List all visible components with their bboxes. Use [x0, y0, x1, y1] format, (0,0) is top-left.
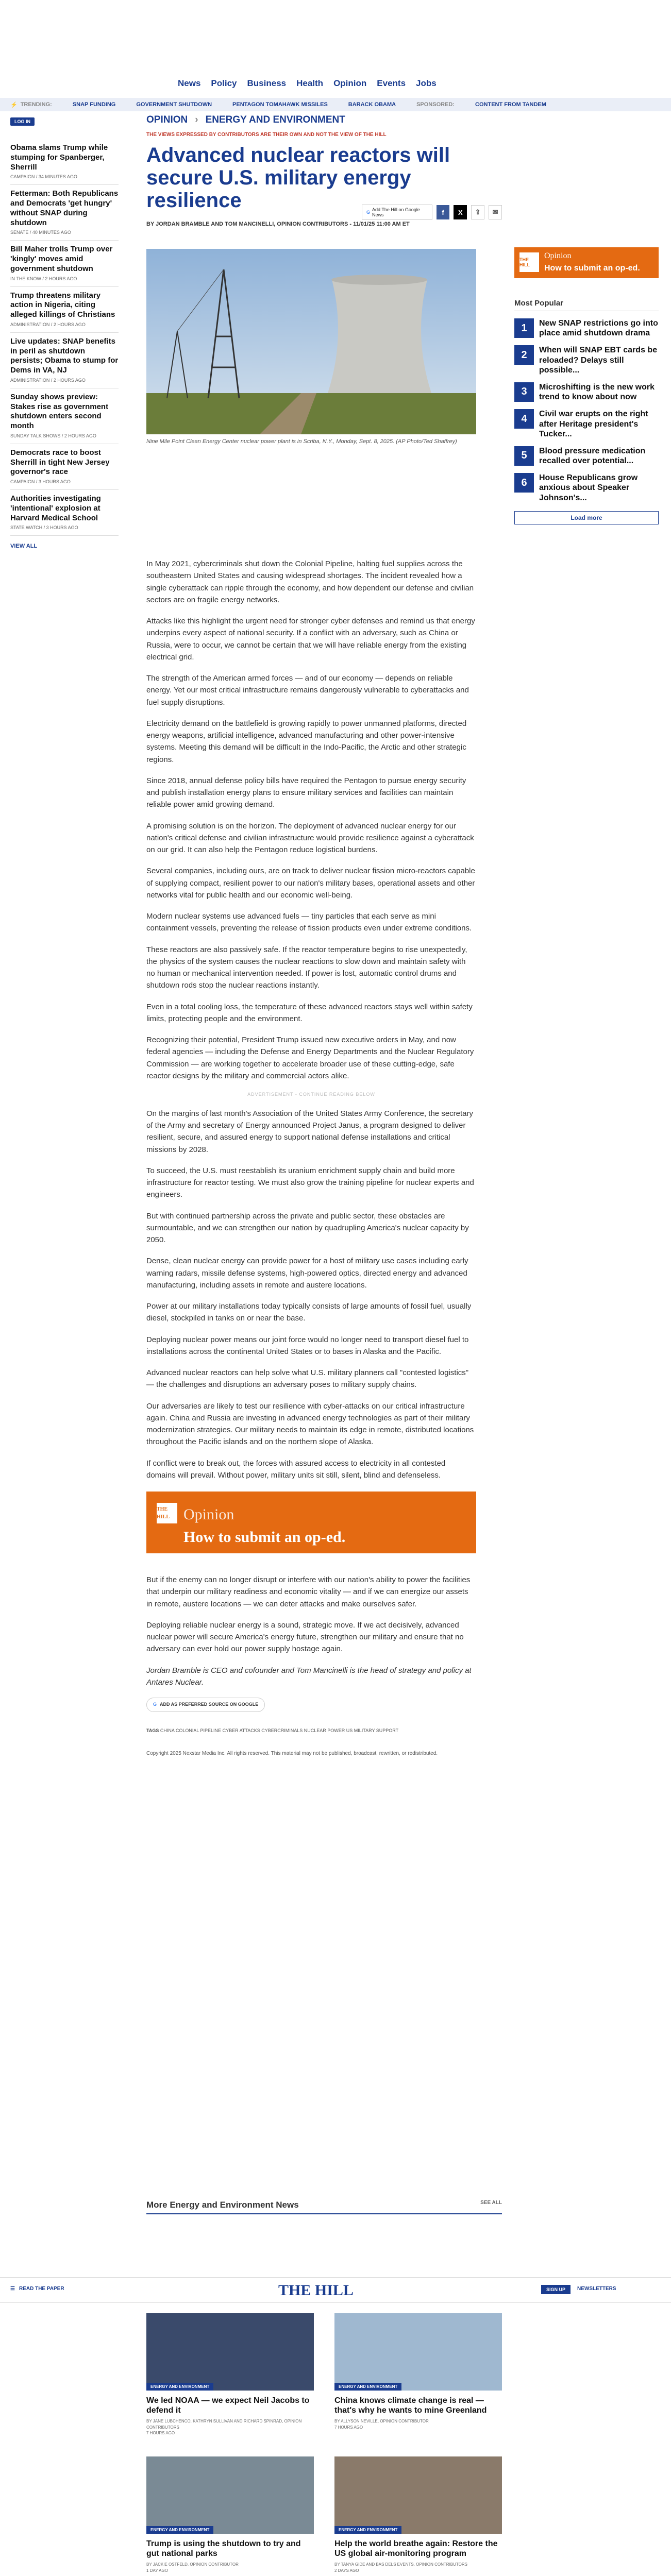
read-paper-link[interactable]: READ THE PAPER — [19, 2286, 64, 2292]
list-item[interactable]: 5 Blood pressure medication recalled over potential... — [514, 446, 659, 466]
trending-label: ⚡ TRENDING: — [10, 101, 52, 108]
list-item[interactable]: Bill Maher trolls Trump over 'kingly' moves amid government shutdown IN THE KNOW / 2 HOURS AGO — [10, 241, 119, 286]
paragraph: Deploying reliable nuclear energy is a sound, strategic move. If we act decisively, advanced nuclear power will secure America's energy future, strengthen our military and ensure that no adversary can ever hold our power supply hostage again. — [146, 1620, 464, 1654]
paragraph: Electricity demand on the battlefield is growing rapidly to power unmanned platforms, directed energy weapons, artificial intelligence, advanced manufacturing and other power-intensive systems. Meeting this demand will be difficult in the Indo-Pacific, the Arctic and other strategic regions. — [146, 719, 467, 764]
paragraph: Power at our military installations today typically consists of large amounts of fossil fuel, usually diesel, stockpiled in tanks on or near the base. — [146, 1302, 472, 1323]
preferred-source-button[interactable]: G ADD AS PREFERRED SOURCE ON GOOGLE — [146, 1698, 265, 1712]
oped-brand: Opinion — [183, 1506, 234, 1523]
nuclear-plant-image — [146, 249, 476, 434]
trending-item[interactable]: PENTAGON TOMAHAWK MISSILES — [232, 101, 328, 108]
more-news — [146, 2200, 502, 2214]
card-image: ENERGY AND ENVIRONMENT — [334, 2313, 502, 2391]
paper-bar — [0, 2277, 671, 2303]
image-caption: Nine Mile Point Clean Energy Center nuclear power plant is in Scriba, N.Y., Monday, Sept. 8, 2025. (AP Photo/Ted Shaffrey) — [146, 438, 457, 445]
share-icon[interactable]: ⇪ — [471, 205, 484, 219]
facebook-icon[interactable]: f — [437, 205, 450, 219]
trending-item[interactable]: GOVERNMENT SHUTDOWN — [136, 101, 212, 108]
the-hill-logo: THE HILL — [157, 1503, 177, 1523]
news-card[interactable]: ENERGY AND ENVIRONMENT Help the world breathe again: Restore the US global air-monitoring program BY TANYA GIDE AND BAS DELS EVENTS, OPINION CONTRIBUTORS 2 DAYS AGO — [334, 2456, 502, 2573]
most-popular-title: Most Popular — [514, 299, 659, 311]
list-item[interactable]: Obama slams Trump while stumping for Spanberger, Sherrill CAMPAIGN / 34 MINUTES AGO — [10, 139, 119, 185]
copyright: Copyright 2025 Nexstar Media Inc. All rights reserved. This material may not be published, broadcast, rewritten, or redistributed. — [146, 1751, 438, 1757]
breadcrumb-energy[interactable]: ENERGY AND ENVIRONMENT — [205, 114, 345, 125]
list-item[interactable]: 3 Microshifting is the new work trend to know about now — [514, 382, 659, 402]
sponsored-label: SPONSORED: — [416, 101, 455, 108]
see-all-link[interactable]: SEE ALL — [480, 2200, 502, 2206]
list-item[interactable]: Fetterman: Both Republicans and Democrats 'get hungry' without SNAP during shutdown SENATE / 40 MINUTES AGO — [10, 185, 119, 241]
view-all-link[interactable]: VIEW ALL — [10, 543, 38, 550]
newsletters-link[interactable]: NEWSLETTERS — [577, 2286, 616, 2292]
trending-icon: ⚡ — [10, 101, 18, 108]
paragraph: These reactors are also passively safe. If the reactor temperature begins to rise unexpectedly, the physics of the system causes the nuclear reactions to slow down and maintain safety with no human or mechanical intervention needed. If power is lost, automatic control drums and shutdown rods stop the nuclear reactions instantly. — [146, 945, 467, 990]
nav-policy[interactable]: Policy — [211, 78, 237, 88]
trending-item[interactable]: SNAP FUNDING — [72, 101, 116, 108]
news-cards — [146, 2313, 502, 2573]
nav-events[interactable]: Events — [377, 78, 406, 88]
signup-button[interactable]: SIGN UP — [541, 2285, 571, 2294]
author-bio: Jordan Bramble is CEO and cofounder and Tom Mancinelli is the head of strategy and policy at Antares Nuclear. — [146, 1666, 472, 1687]
tags-label: TAGS — [146, 1728, 159, 1734]
paragraph: Recognizing their potential, President Trump issued new executive orders in May, and now federal agencies — including the Defense and Energy Departments and the Nuclear Regulatory Commission — are working together to accelerate broader use of these cutting-edge, safe reactor designs by the military and commercial actors alike. — [146, 1036, 474, 1080]
google-news-button[interactable]: G Add The Hill on Google News — [362, 205, 432, 220]
paragraph: But with continued partnership across the private and public sector, these obstacles are surmountable, and we can strengthen our nation by quadrupling America's nuclear capacity by 2050. — [146, 1211, 469, 1245]
list-item[interactable]: 4 Civil war erupts on the right after Heritage president's Tucker... — [514, 409, 659, 439]
paragraph: The strength of the American armed forces — and of our economy — depends on reliable energy. Yet our most critical infrastructure remains dangerously vulnerable to cyberattacks and fuel supply disruptions. — [146, 674, 469, 707]
trending-item[interactable]: BARACK OBAMA — [348, 101, 396, 108]
opinion-disclaimer: THE VIEWS EXPRESSED BY CONTRIBUTORS ARE THEIR OWN AND NOT THE VIEW OF THE HILL — [146, 132, 387, 138]
paragraph: Since 2018, annual defense policy bills have required the Pentagon to pursue energy security and publish installation energy plans to ensure military services and facilities can maintain reliable power amid growing demand. — [146, 776, 466, 809]
list-item[interactable]: Trump threatens military action in Nigeria, citing alleged killings of Christians ADMINISTRATION / 2 HOURS AGO — [10, 287, 119, 333]
sidebar-oped-banner[interactable]: THE HILL Opinion How to submit an op-ed. — [514, 247, 659, 278]
card-image: ENERGY AND ENVIRONMENT — [334, 2456, 502, 2534]
ad-label: ADVERTISEMENT - CONTINUE READING BELOW — [247, 1092, 375, 1097]
news-card[interactable]: ENERGY AND ENVIRONMENT Trump is using the shutdown to try and gut national parks BY JACKIE OSTFELD, OPINION CONTRIBUTOR 1 DAY AGO — [146, 2456, 314, 2573]
paragraph: Attacks like this highlight the urgent need for stronger cyber defenses and remind us that energy underpins every aspect of national security. If a conflict with an adversary, such as China or Russia, were to occur, we cannot be certain that we will have reliable energy from the existing electrical grid. — [146, 617, 475, 662]
paragraph: Modern nuclear systems use advanced fuels — tiny particles that each serve as mini containment vessels, preventing the release of fission products even under extreme conditions. — [146, 912, 472, 933]
tags[interactable]: CHINA COLONIAL PIPELINE CYBER ATTACKS CYBERCRIMINALS NUCLEAR POWER US MILITARY SUPPORT — [160, 1728, 399, 1734]
login-button[interactable]: LOG IN — [10, 117, 35, 126]
paragraph: To succeed, the U.S. must reestablish its uranium enrichment supply chain and build more infrastructure for reactor testing. We must also grow the training pipeline for nuclear experts and engineers. — [146, 1166, 474, 1199]
hero-image — [146, 249, 476, 434]
x-icon[interactable]: X — [454, 205, 467, 219]
share-bar — [362, 205, 502, 220]
email-icon[interactable]: ✉ — [489, 205, 502, 219]
newspaper-icon: ☰ — [10, 2286, 15, 2292]
load-more-button[interactable]: Load more — [514, 511, 659, 524]
breadcrumb — [146, 114, 502, 126]
sponsored-item[interactable]: CONTENT FROM TANDEM — [475, 101, 546, 108]
news-card[interactable]: ENERGY AND ENVIRONMENT China knows climate change is real — that's why he wants to mine Greenland BY ALLYSON NEVILLE, OPINION CONTRIBUTOR 7 HOURS AGO — [334, 2313, 502, 2436]
trending-bar — [0, 98, 671, 111]
paragraph: Advanced nuclear reactors can help solve what U.S. military planners call "contested logistics" — the challenges and disruptions an adversary poses to military supply chains. — [146, 1368, 469, 1389]
paragraph: If conflict were to break out, the forces with assured access to electricity in all contested domains will prevail. Without power, military units sit still, silent, blind and defenseless. — [146, 1459, 446, 1480]
breadcrumb-separator: › — [195, 114, 198, 125]
list-item[interactable]: 1 New SNAP restrictions go into place amid shutdown drama — [514, 318, 659, 338]
paragraph: But if the enemy can no longer disrupt or interfere with our nation's ability to power the facilities that underpin our military readiness and economic vitality — and if we can energize our assets in remote, austere locations — we can deter attacks and make ourselves safer. — [146, 1575, 471, 1608]
list-item[interactable]: Democrats race to boost Sherrill in tight New Jersey governor's race CAMPAIGN / 3 HOURS AGO — [10, 444, 119, 490]
article — [146, 114, 502, 1757]
card-image: ENERGY AND ENVIRONMENT — [146, 2313, 314, 2391]
top-nav — [0, 0, 671, 95]
the-hill-logo: THE HILL — [519, 252, 539, 272]
google-icon: G — [366, 210, 371, 215]
oped-title: How to submit an op-ed. — [183, 1529, 346, 1546]
google-icon: G — [153, 1702, 157, 1707]
paragraph: Even in a total cooling loss, the temperature of these advanced reactors stays well within safety limits, protecting people and the environment. — [146, 1002, 473, 1023]
paragraph: On the margins of last month's Association of the United States Army Conference, the secretary of the Army and secretary of Energy announced Project Janus, a program designed to deliver resilient, secure, and assured energy to support national defense installations and critical missions by 2028. — [146, 1109, 474, 1154]
the-hill-logo[interactable]: THE HILL — [278, 2282, 354, 2299]
news-card[interactable]: ENERGY AND ENVIRONMENT We led NOAA — we expect Neil Jacobs to defend it BY JANE LUBCHENCO, KATHRYN SULLIVAN AND RICHARD SPINRAD, OPINION CONTRIBUTORS 7 HOURS AGO — [146, 2313, 314, 2436]
list-item[interactable]: 2 When will SNAP EBT cards be reloaded? Delays still possible... — [514, 345, 659, 375]
paragraph: In May 2021, cybercriminals shut down the Colonial Pipeline, halting fuel supplies across the southeastern United States and causing widespread shortages. The incident revealed how a single cyberattack can ripple through the economy, and how dependent our defense and civilian sectors are on fragile energy networks. — [146, 560, 474, 604]
paragraph: Dense, clean nuclear energy can provide power for a host of military use cases including early warning radars, missile defense systems, high-powered optics, directed energy and advanced manufacturing, including assets in remote and austere locations. — [146, 1257, 468, 1290]
paragraph: Our adversaries are likely to test our resilience with cyber-attacks on our critical infrastructure again. China and Russia are investing in advanced energy technologies as part of their military modernization strategies. Our military needs to maintain its edge in remote, distributed locations throughout the Pacific islands and on the northern slope of Alaska. — [146, 1401, 474, 1447]
main-nav — [178, 78, 437, 89]
nav-health[interactable]: Health — [296, 78, 324, 88]
more-news-title: More Energy and Environment News — [146, 2200, 299, 2210]
sidebar — [514, 247, 659, 524]
list-item[interactable]: Authorities investigating 'intentional' explosion at Harvard Medical School STATE WATCH / 3 HOURS AGO — [10, 490, 119, 536]
paragraph: Deploying nuclear power means our joint force would no longer need to transport diesel fuel to installations across the continental United States or to bases in Alaska and the Pacific. — [146, 1335, 469, 1356]
breadcrumb-opinion[interactable]: OPINION — [146, 114, 188, 125]
most-popular — [514, 299, 659, 524]
latest-news-list — [10, 139, 119, 549]
list-item[interactable]: Sunday shows preview: Stakes rise as government shutdown enters second month SUNDAY TALK SHOWS / 2 HOURS AGO — [10, 388, 119, 444]
list-item[interactable]: Live updates: SNAP benefits in peril as shutdown persists; Obama to stump for Dems in VA, NJ ADMINISTRATION / 2 HOURS AGO — [10, 333, 119, 388]
page-title: Advanced nuclear reactors will secure U.S. military energy resilience — [146, 144, 450, 212]
paragraph: A promising solution is on the horizon. The deployment of advanced nuclear energy for our nation's critical defense and civilian infrastructure would provide resilience against a cyberattack on our grid. It can also help the Pentagon reduce logistical burdens. — [146, 821, 474, 854]
nav-business[interactable]: Business — [247, 78, 287, 88]
article-body — [146, 558, 476, 1757]
byline: BY JORDAN BRAMBLE AND TOM MANCINELLI, OPINION CONTRIBUTORS - 11/01/25 11:00 AM ET — [146, 221, 410, 227]
submit-oped-banner[interactable] — [146, 1492, 476, 1553]
nav-jobs[interactable]: Jobs — [416, 78, 437, 88]
card-image: ENERGY AND ENVIRONMENT — [146, 2456, 314, 2534]
nav-opinion[interactable]: Opinion — [333, 78, 367, 88]
nav-news[interactable]: News — [178, 78, 201, 88]
list-item[interactable]: 6 House Republicans grow anxious about Speaker Johnson's... — [514, 473, 659, 503]
paragraph: Several companies, including ours, are on track to deliver nuclear fission micro-reactors capable of supplying compact, resilient power to our nation's military bases, operational assets and other networks vital for public health and our economic well-being. — [146, 867, 475, 900]
